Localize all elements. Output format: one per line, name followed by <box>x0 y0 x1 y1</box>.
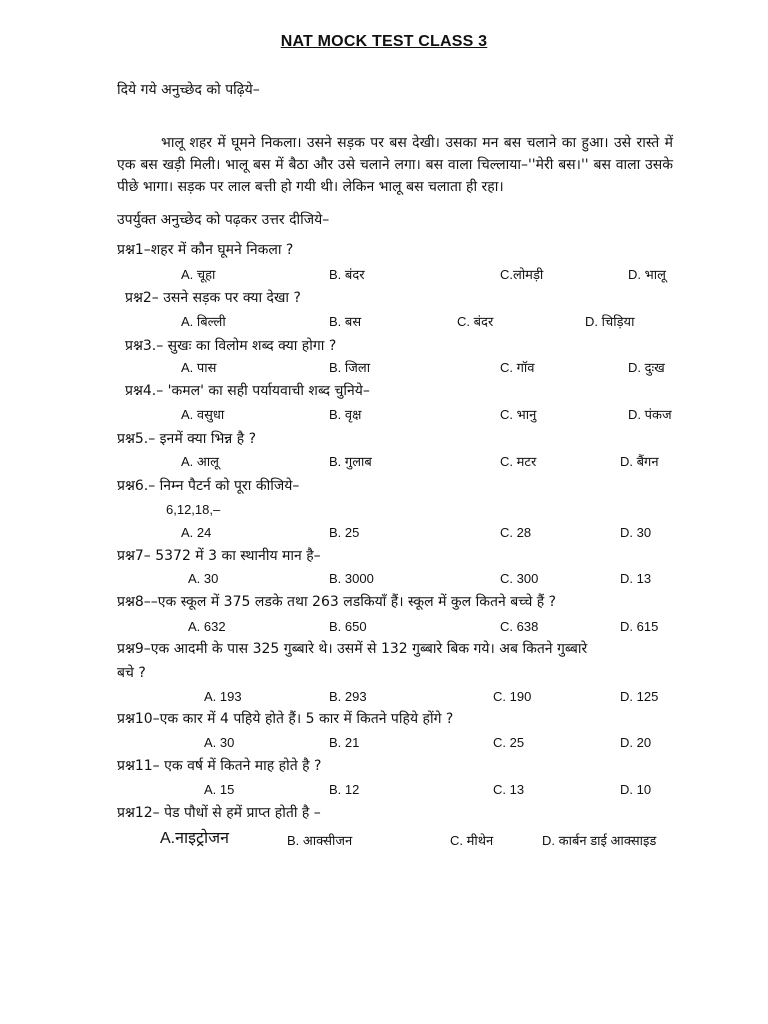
question-11: प्रश्न11– एक वर्ष में कितने माह होते है ? <box>117 758 322 774</box>
option-3a: A. पास <box>181 360 217 375</box>
option-8d: D. 615 <box>620 619 659 634</box>
option-12b: B. आक्सीजन <box>287 833 353 848</box>
option-11a: A. 15 <box>204 782 235 797</box>
option-7a: A. 30 <box>188 571 219 586</box>
question-9-cont: बचे ? <box>117 665 146 681</box>
option-10d: D. 20 <box>620 735 652 750</box>
option-6c: C. 28 <box>500 525 532 540</box>
option-5a: A. आलू <box>181 454 219 469</box>
option-8c: C. 638 <box>500 619 539 634</box>
option-11c: C. 13 <box>493 782 525 797</box>
option-5b: B. गुलाब <box>329 454 372 469</box>
option-2b: B. बस <box>329 314 362 329</box>
pattern-sequence: 6,12,18,– <box>166 502 221 517</box>
option-9d: D. 125 <box>620 689 659 704</box>
question-4: प्रश्न4.– 'कमल' का सही पर्यायवाची शब्द चुनिये– <box>125 383 370 399</box>
option-4a: A. वसुधा <box>181 407 225 422</box>
option-3b: B. जिला <box>329 360 371 375</box>
option-10b: B. 21 <box>329 735 360 750</box>
option-2a: A. बिल्ली <box>181 314 226 329</box>
option-5d: D. बैंगन <box>620 454 659 469</box>
question-8: प्रश्न8––एक स्कूल में 375 लडके तथा 263 लडकियॉं हैं। स्कूल में कुल कितने बच्चे हैं ? <box>117 594 557 610</box>
question-12: प्रश्न12– पेड पौधों से हमें प्राप्त होती है – <box>117 805 321 821</box>
option-2d: D. चिड़िया <box>585 314 635 329</box>
option-9c: C. 190 <box>493 689 532 704</box>
option-1c: C.लोमड़ी <box>500 267 544 282</box>
option-7c: C. 300 <box>500 571 539 586</box>
option-3d: D. दुःख <box>628 360 665 375</box>
question-3: प्रश्न3.– सुखः का विलोम शब्द क्या होगा ? <box>125 338 337 354</box>
page-title: NAT MOCK TEST CLASS 3 <box>280 33 488 50</box>
option-5c: C. मटर <box>500 454 537 469</box>
option-12a: A.नाइट्रोजन <box>160 830 229 847</box>
question-7: प्रश्न7– 5372 में 3 का स्थानीय मान है– <box>117 548 321 564</box>
option-11d: D. 10 <box>620 782 652 797</box>
option-1b: B. बंदर <box>329 267 365 282</box>
option-10a: A. 30 <box>204 735 235 750</box>
option-10c: C. 25 <box>493 735 525 750</box>
option-2c: C. बंदर <box>457 314 494 329</box>
option-4c: C. भानु <box>500 407 537 422</box>
option-7d: D. 13 <box>620 571 652 586</box>
option-6a: A. 24 <box>181 525 212 540</box>
option-9a: A. 193 <box>204 689 242 704</box>
option-8a: A. 632 <box>188 619 226 634</box>
option-8b: B. 650 <box>329 619 367 634</box>
question-10: प्रश्न10–एक कार में 4 पहिये होते हैं। 5 कार में कितने पहिये होंगे ? <box>117 711 454 727</box>
option-1d: D. भालू <box>628 267 666 282</box>
option-6d: D. 30 <box>620 525 652 540</box>
option-12d: D. कार्बन डाई आक्साइड <box>542 833 657 848</box>
instruction-2: उपर्युक्त अनुच्छेद को पढ़कर उत्तर दीजिये– <box>117 212 330 228</box>
question-6: प्रश्न6.– निम्न पैटर्न को पूरा कीजिये– <box>117 478 300 494</box>
option-1a: A. चूहा <box>181 267 216 282</box>
option-7b: B. 3000 <box>329 571 374 586</box>
instruction: दिये गये अनुच्छेद को पढ़िये– <box>117 82 260 98</box>
option-6b: B. 25 <box>329 525 360 540</box>
option-9b: B. 293 <box>329 689 367 704</box>
option-12c: C. मीथेन <box>450 833 494 848</box>
option-11b: B. 12 <box>329 782 360 797</box>
question-9: प्रश्न9–एक आदमी के पास 325 गुब्बारे थे। उसमें से 132 गुब्बारे बिक गये। अब कितने गुब्बारे <box>117 641 588 657</box>
passage: भालू शहर में घूमने निकला। उसने सड़क पर बस देखी। उसका मन बस चलाने का हुआ। उसे रास्ते में एक बस खड़ी मिली। भालू बस में बैठा और उसे चलाने लगा। बस वाला चिल्लाया–''मेरी बस।'' बस वाला उसके पीछे भागा। सड़क पर लाल बत्ती हो गयी थी। लेकिन भालू बस चलाता ही रहा। <box>117 135 673 195</box>
option-4b: B. वृक्ष <box>329 407 362 422</box>
option-3c: C. गॉव <box>500 360 535 375</box>
question-5: प्रश्न5.– इनमें क्या भिन्न है ? <box>117 431 257 447</box>
question-1: प्रश्न1–शहर में कौन घूमने निकला ? <box>117 242 294 258</box>
option-4d: D. पंकज <box>628 407 672 422</box>
question-2: प्रश्न2– उसने सड़क पर क्या देखा ? <box>125 290 301 306</box>
